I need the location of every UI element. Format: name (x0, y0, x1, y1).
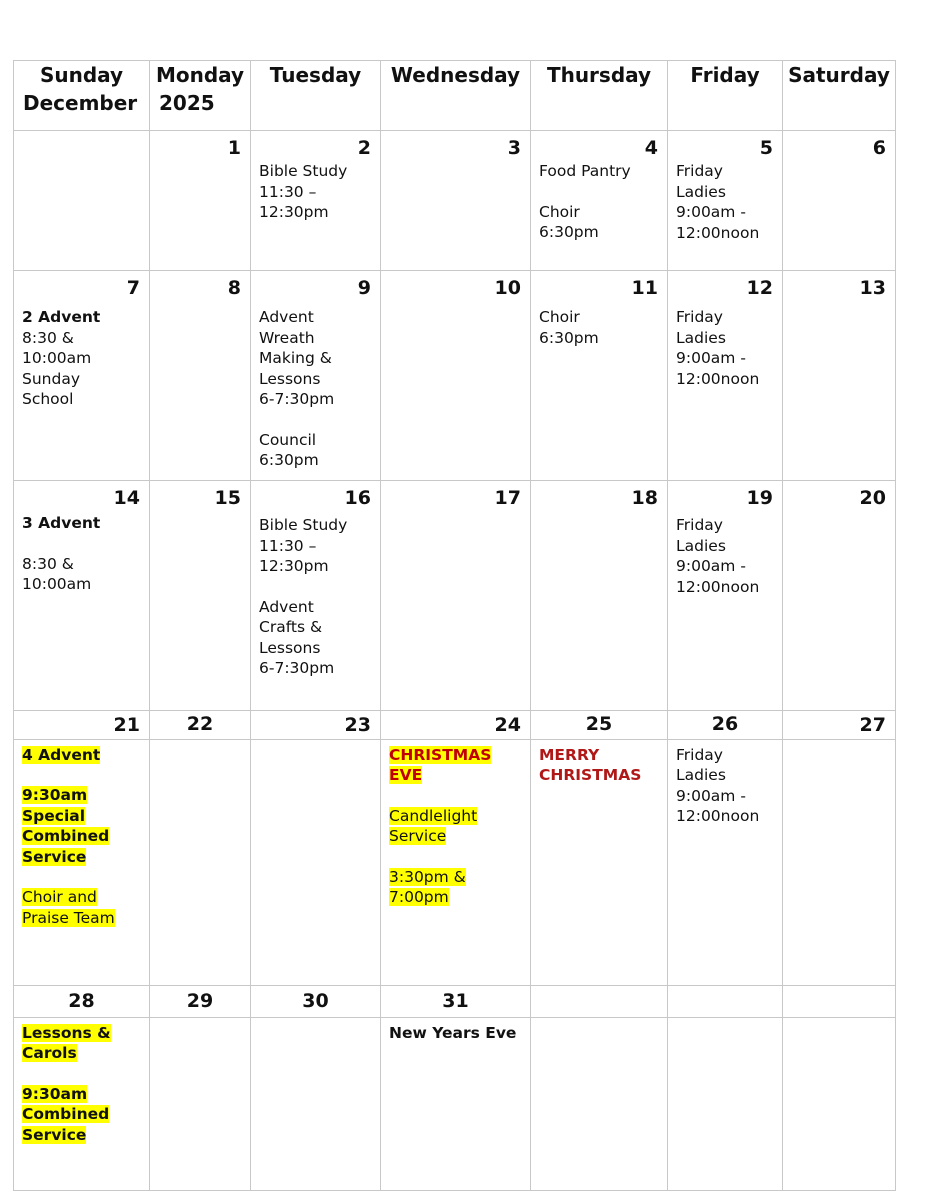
event-new-years-eve (381, 1023, 530, 1044)
event-bible-study-crafts (251, 515, 380, 679)
event-line: Ladies (676, 328, 726, 347)
year-label: 2025 (159, 91, 215, 115)
event-line: Service (22, 1125, 87, 1144)
event-line: 3:30pm & (389, 867, 466, 886)
event-title: 2 Advent (22, 308, 101, 327)
day-cell (381, 271, 531, 481)
event-line: 6:30pm (259, 451, 319, 470)
event-spacer (539, 182, 659, 202)
day-number-cell (14, 985, 150, 1017)
event-line: 7:00pm (389, 888, 449, 907)
event-line: MERRY (539, 745, 600, 764)
day-number: 24 (494, 713, 521, 736)
event-friday-ladies (668, 515, 782, 597)
day-cell (14, 271, 150, 481)
event-choir (531, 307, 667, 348)
event-spacer (389, 786, 522, 806)
event-line: School (22, 390, 74, 409)
day-number: 8 (227, 277, 241, 300)
event-advent-wreath-council (251, 307, 380, 471)
event-line: Crafts & (259, 618, 323, 637)
event-line: 6-7:30pm (259, 659, 335, 678)
event-line: Service (389, 827, 447, 846)
header-tuesday (251, 61, 381, 131)
event-line: Friday (676, 745, 723, 764)
day-cell (531, 739, 668, 985)
day-number: 2 (357, 137, 371, 160)
day-number: 13 (859, 277, 886, 300)
day-cell (14, 1017, 150, 1190)
event-line: Lessons (259, 369, 321, 388)
month-label: December (23, 91, 138, 115)
day-number: 17 (494, 487, 521, 510)
event-line: Advent (259, 308, 314, 327)
day-cell (251, 271, 381, 481)
day-number: 3 (507, 137, 521, 160)
day-cell (14, 481, 150, 710)
day-cell (251, 131, 381, 271)
event-line: 12:30pm (259, 203, 329, 222)
event-line: 6-7:30pm (259, 390, 335, 409)
day-cell (668, 739, 783, 985)
day-number: 18 (631, 487, 658, 510)
calendar-grid (13, 60, 896, 1191)
event-spacer (22, 867, 141, 887)
weekday-monday: Monday (155, 63, 245, 87)
day-cell (150, 481, 251, 710)
event-line: Praise Team (22, 908, 115, 927)
event-line: 9:00am - (676, 786, 746, 805)
event-line: Bible Study (259, 162, 348, 181)
event-line: CHRISTMAS (539, 766, 642, 785)
day-cell (150, 131, 251, 271)
day-number-cell (783, 710, 896, 739)
day-cell (150, 1017, 251, 1190)
day-number: 19 (746, 487, 773, 510)
weekday-header-row (14, 61, 896, 131)
day-cell (783, 131, 896, 271)
event-title: 4 Advent (22, 745, 101, 764)
day-number-cell (668, 710, 783, 739)
day-number: 30 (302, 989, 329, 1012)
day-number: 21 (113, 713, 140, 736)
event-3-advent (14, 513, 149, 595)
header-friday (668, 61, 783, 131)
week-row-5-numbers (14, 985, 896, 1017)
day-number: 26 (711, 712, 739, 735)
day-number-cell (14, 710, 150, 739)
event-line: Carols (22, 1044, 77, 1063)
day-cell (251, 481, 381, 710)
event-line: Advent (259, 597, 314, 616)
weekday-sunday: Sunday (39, 63, 124, 87)
day-cell (381, 739, 531, 985)
event-food-pantry-choir (531, 161, 667, 243)
day-number: 29 (186, 989, 214, 1012)
event-line: Lessons (259, 638, 321, 657)
event-merry-christmas (531, 745, 667, 786)
day-number-cell (531, 985, 668, 1017)
day-number: 20 (859, 487, 886, 510)
event-line: Choir (539, 202, 580, 221)
day-cell (668, 481, 783, 710)
day-cell (783, 271, 896, 481)
event-bible-study (251, 161, 380, 223)
event-line: Friday (676, 162, 723, 181)
day-number: 6 (872, 137, 886, 160)
weekday-saturday: Saturday (788, 63, 890, 87)
weekday-wednesday: Wednesday (390, 63, 521, 87)
event-lessons-carols (14, 1023, 149, 1146)
day-number: 14 (113, 487, 140, 510)
day-number: 9 (357, 277, 371, 300)
event-friday-ladies (668, 745, 782, 827)
day-cell (668, 1017, 783, 1190)
header-monday (150, 61, 251, 131)
event-friday-ladies (668, 307, 782, 389)
day-cell (251, 739, 381, 985)
day-number: 31 (442, 989, 469, 1012)
day-cell (381, 1017, 531, 1190)
event-spacer (22, 1064, 141, 1084)
day-number: 1 (227, 137, 241, 160)
event-line: Wreath (259, 328, 315, 347)
day-cell (783, 481, 896, 710)
event-line: Friday (676, 516, 723, 535)
day-number: 7 (126, 277, 140, 300)
header-thursday (531, 61, 668, 131)
event-title: New Years Eve (389, 1023, 517, 1042)
event-line: Combined (22, 827, 110, 846)
day-cell (531, 481, 668, 710)
day-number: 25 (585, 712, 613, 735)
day-cell (668, 271, 783, 481)
week-row-5-events (14, 1017, 896, 1190)
day-number-cell (251, 985, 381, 1017)
event-line: 8:30 & (22, 554, 74, 573)
day-cell (668, 131, 783, 271)
event-4-advent (14, 745, 149, 929)
header-saturday (783, 61, 896, 131)
event-line: Service (22, 847, 87, 866)
event-spacer (389, 847, 522, 867)
event-line: 6:30pm (539, 328, 599, 347)
day-number: 28 (68, 989, 95, 1012)
day-number: 4 (644, 137, 658, 160)
event-line: Ladies (676, 182, 726, 201)
day-number-cell (381, 985, 531, 1017)
event-friday-ladies (668, 161, 782, 243)
day-cell (531, 271, 668, 481)
week-row-4-numbers (14, 710, 896, 739)
event-title: CHRISTMAS EVE (389, 745, 492, 785)
day-cell (381, 131, 531, 271)
event-2-advent (14, 307, 149, 410)
day-cell (14, 131, 150, 271)
day-cell (783, 739, 896, 985)
day-cell (150, 739, 251, 985)
weekday-friday: Friday (690, 63, 760, 87)
event-line: Bible Study (259, 516, 348, 535)
day-number: 10 (494, 277, 521, 300)
event-line: 12:30pm (259, 557, 329, 576)
event-line: Ladies (676, 536, 726, 555)
event-line: Special (22, 806, 86, 825)
event-line: Making & (259, 349, 332, 368)
header-wednesday (381, 61, 531, 131)
event-line: 12:00noon (676, 807, 760, 826)
event-title: 3 Advent (22, 514, 101, 533)
event-line: 12:00noon (676, 577, 760, 596)
day-number: 15 (214, 487, 241, 510)
event-line: Sunday (22, 369, 80, 388)
day-number-cell (381, 710, 531, 739)
week-row-4-events (14, 739, 896, 985)
day-cell (531, 131, 668, 271)
day-cell (381, 481, 531, 710)
event-line: 9:30am (22, 1084, 88, 1103)
event-line: Choir and (22, 888, 97, 907)
event-line: Choir (539, 308, 580, 327)
event-line: 9:00am - (676, 203, 746, 222)
day-cell (783, 1017, 896, 1190)
day-cell (531, 1017, 668, 1190)
day-number (14, 131, 149, 137)
day-cell (251, 1017, 381, 1190)
day-number: 5 (759, 137, 773, 160)
event-line: 11:30 – (259, 182, 317, 201)
event-line: 10:00am (22, 575, 92, 594)
event-line: Food Pantry (539, 162, 631, 181)
week-row-3 (14, 481, 896, 710)
event-line: 9:00am - (676, 557, 746, 576)
event-line: 11:30 – (259, 536, 317, 555)
day-number-cell (150, 710, 251, 739)
event-spacer (22, 534, 141, 554)
event-line: 10:00am (22, 349, 92, 368)
event-line: 9:30am (22, 786, 88, 805)
header-sunday (14, 61, 150, 131)
event-line: 8:30 & (22, 328, 74, 347)
event-line: Candlelight (389, 806, 478, 825)
day-number: 11 (631, 277, 658, 300)
day-cell (150, 271, 251, 481)
day-number-cell (531, 710, 668, 739)
event-spacer (259, 577, 372, 597)
day-cell (14, 739, 150, 985)
day-number-cell (251, 710, 381, 739)
day-number-cell (783, 985, 896, 1017)
event-spacer (259, 410, 372, 430)
weekday-tuesday: Tuesday (269, 63, 362, 87)
day-number-cell (668, 985, 783, 1017)
day-number-cell (150, 985, 251, 1017)
event-line: 9:00am - (676, 349, 746, 368)
event-line: Council (259, 430, 317, 449)
event-line: Ladies (676, 766, 726, 785)
event-line: 6:30pm (539, 223, 599, 242)
day-number: 12 (746, 277, 773, 300)
weekday-thursday: Thursday (546, 63, 652, 87)
day-number: 27 (859, 713, 886, 736)
event-line: Combined (22, 1105, 110, 1124)
event-spacer (22, 765, 141, 785)
week-row-2 (14, 271, 896, 481)
event-line: 12:00noon (676, 223, 760, 242)
event-line: Friday (676, 308, 723, 327)
week-row-1 (14, 131, 896, 271)
event-line: 12:00noon (676, 369, 760, 388)
day-number: 23 (344, 713, 371, 736)
day-number: 22 (186, 712, 214, 735)
event-line: Lessons & (22, 1023, 111, 1042)
event-christmas-eve (381, 745, 530, 908)
day-number: 16 (344, 487, 371, 510)
